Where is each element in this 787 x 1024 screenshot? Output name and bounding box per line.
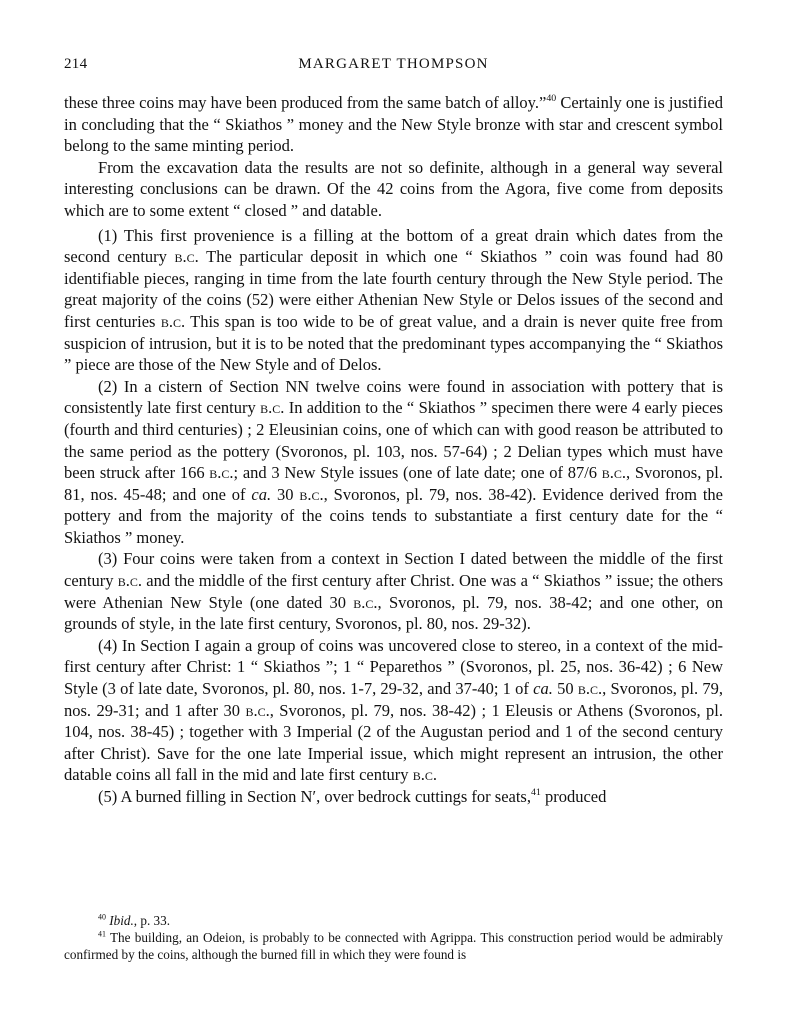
- paragraph-continuation: these three coins may have been produced from the same batch of alloy.”$^{40}$ Certainly one is justified in concluding that the “ Skiathos ” money and the New Style bronze with star and crescent symbol belong to the same minting period.: [64, 93, 723, 156]
- paragraph-excavation-data: From the excavation data the results are not so definite, although in a general way several interesting conclusions can be drawn. Of the 42 coins from the Agora, five come from deposits which are to some extent “ closed ” and datable.: [64, 157, 723, 220]
- paragraph-deposit-3: (3) Four coins were taken from a context in Section I dated between the middle of the first century b.c. and the middle of the first century after Christ. One was a “ Skiathos ” issue; the others were Athenian New Style (one dated 30 b.c., Svoronos, pl. 79, nos. 38-42; and one other, on grounds of style, in the late first century, Svoronos, pl. 80, nos. 29-32).: [64, 549, 723, 634]
- footnote-40: $^{40}$ Ibid., p. 33.: [98, 912, 171, 928]
- footnote-ref-41[interactable]: 41: [530, 787, 541, 799]
- footnotes: [64, 912, 723, 963]
- paragraph-deposit-2: (2) In a cistern of Section NN twelve coins were found in association with pottery that is consistently late first century b.c. In addition to the “ Skiathos ” specimen there were 4 early pieces (fourth and third centuries) ; 2 Eleusinian coins, one of which can with good reason be attributed to the same period as the pottery (Svoronos, pl. 103, nos. 57-64) ; 2 Delian types which must have been struck after 166 b.c.; and 3 New Style issues (one of late date; one of 87/6 b.c., Svoronos, pl. 81, nos. 45-48; and one of ca. 30 b.c., Svoronos, pl. 79, nos. 38-42). Evidence derived from the pottery and from the majority of the coins tends to substantiate a first century date for the “ Skiathos ” money.: [64, 376, 723, 547]
- page-header: [64, 56, 723, 80]
- paragraph-deposit-1: (1) This first provenience is a filling at the bottom of a great drain which dates from the second century b.c. The particular deposit in which one “ Skiathos ” coin was found had 80 identifiable pieces, ranging in time from the late fourth century through the New Style period. The great majority of the coins (52) were either Athenian New Style or Delos issues of the second and first centuries b.c. This span is too wide to be of great value, and a drain is never quite free from suspicion of intrusion, but it is to be noted that the predominant types accompanying the “ Skiathos ” piece are those of the New Style and of Delos.: [64, 225, 723, 375]
- main-text: [64, 92, 723, 808]
- page-number: 214: [64, 56, 88, 72]
- running-title: MARGARET THOMPSON: [298, 56, 489, 72]
- footnote-41: $^{41}$ The building, an Odeion, is probably to be connected with Agrippa. This construction period would be admirably confirmed by the coins, although the burned fill in which they were found is: [64, 929, 723, 962]
- footnote-ref-40[interactable]: 40: [546, 93, 557, 105]
- paragraph-deposit-5: (5) A burned filling in Section N′, over bedrock cuttings for seats,$^{41}$ produced: [98, 787, 607, 806]
- paragraph-deposit-4: (4) In Section I again a group of coins was uncovered close to stereo, in a context of the mid-first century after Christ: 1 “ Skiathos ”; 1 “ Peparethos ” (Svoronos, pl. 25, nos. 36-42) ; 6 New Style (3 of late date, Svoronos, pl. 80, nos. 1-7, 29-32, and 37-40; 1 of ca. 50 b.c., Svoronos, pl. 79, nos. 29-31; and 1 after 30 b.c., Svoronos, pl. 79, nos. 38-42) ; 1 Eleusis or Athens (Svoronos, pl. 104, nos. 38-45) ; together with 3 Imperial (2 of the Augustan period and 1 of the second century after Christ). Save for the one late Imperial issue, which might represent an intrusion, the other datable coins all fall in the mid and late first century b.c.: [64, 635, 723, 785]
